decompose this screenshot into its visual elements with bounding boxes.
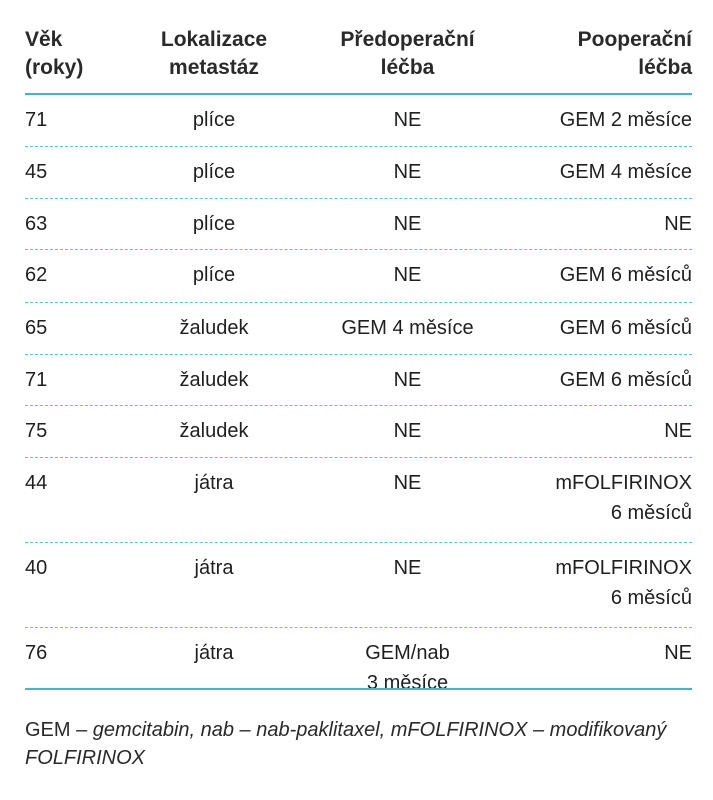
cell-preop: NE	[393, 472, 422, 494]
table-row	[25, 458, 692, 543]
cell-age: 62	[25, 264, 48, 286]
cell-preop: NE	[393, 557, 422, 579]
cell-preop: NE	[393, 213, 422, 235]
cell-age: 40	[25, 557, 48, 579]
cell-postop: NE	[664, 213, 692, 235]
footnote-part: gemcitabin, nab – nab-paklitaxel, mFOLFIRINOX – modifikovaný FOLFIRINOX	[25, 719, 667, 769]
cell-location: plíce	[192, 264, 236, 286]
cell-age: 45	[25, 161, 48, 183]
cell-preop: NE	[393, 264, 422, 286]
cell-preop: NE	[393, 369, 422, 391]
cell-location: plíce	[192, 213, 236, 235]
table-bottom-rule	[25, 688, 692, 690]
cell-location: plíce	[192, 109, 236, 131]
cell-postop: GEM 6 měsíců	[559, 317, 692, 339]
header-age: Věk (roky)	[25, 28, 84, 79]
header-preop: Předoperační léčba	[340, 28, 475, 79]
cell-location: žaludek	[179, 369, 249, 391]
cell-postop: mFOLFIRINOX 6 měsíců	[555, 472, 692, 524]
header-postop: Pooperační léčba	[577, 28, 692, 79]
cell-age: 71	[25, 369, 48, 391]
cell-preop: GEM/nab 3 měsíce	[365, 642, 450, 694]
cell-location: žaludek	[179, 420, 249, 442]
table-row	[25, 250, 692, 303]
cell-location: játra	[194, 472, 234, 494]
cell-postop: NE	[664, 642, 692, 664]
table-row	[25, 95, 692, 147]
cell-location: játra	[194, 557, 234, 579]
cell-location: plíce	[192, 161, 236, 183]
header-location: Lokalizace metastáz	[160, 28, 268, 79]
cell-preop: NE	[393, 420, 422, 442]
cell-age: 76	[25, 642, 48, 664]
table-row	[25, 628, 692, 710]
cell-postop: GEM 4 měsíce	[559, 161, 692, 183]
table-row	[25, 199, 692, 250]
footnote	[25, 716, 685, 772]
table-row	[25, 406, 692, 458]
footnote-part: GEM –	[25, 719, 93, 741]
table-body	[25, 95, 692, 710]
cell-preop: GEM 4 měsíce	[341, 317, 474, 339]
cell-preop: NE	[393, 161, 422, 183]
table-row	[25, 147, 692, 199]
cell-age: 63	[25, 213, 48, 235]
cell-location: žaludek	[179, 317, 249, 339]
table-row	[25, 303, 692, 355]
cell-preop: NE	[393, 109, 422, 131]
cell-age: 44	[25, 472, 48, 494]
cell-age: 75	[25, 420, 48, 442]
cell-postop: NE	[664, 420, 692, 442]
cell-postop: GEM 6 měsíců	[559, 264, 692, 286]
table-row	[25, 355, 692, 406]
cell-age: 71	[25, 109, 48, 131]
table-header	[25, 26, 692, 86]
cell-postop: GEM 6 měsíců	[559, 369, 692, 391]
table-row	[25, 543, 692, 628]
cell-postop: mFOLFIRINOX 6 měsíců	[555, 557, 692, 609]
cell-location: játra	[194, 642, 234, 664]
cell-age: 65	[25, 317, 48, 339]
cell-postop: GEM 2 měsíce	[559, 109, 692, 131]
